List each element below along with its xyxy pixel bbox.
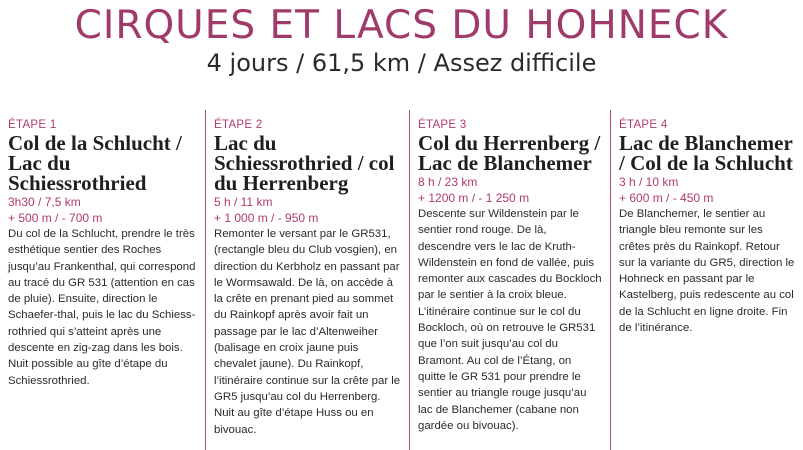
- stage-elevation: + 1200 m / - 1 250 m: [418, 191, 530, 205]
- stage-label: ÉTAPE 3: [418, 119, 467, 131]
- stage-text: Du col de la Schlucht, prendre le très esthétique sentier des Roches jusqu’au Frankenthal, qui correspond au tracé du GR 531 (attention en cas de pluie). Ensuite, direction le Schaefer-thal, puis le lac du Schiess-rothried qui s’atteint après une descente en zig-zag dans les bois. Nuit possible au gîte d’étape du Schiessrothried.: [8, 228, 196, 387]
- stage-duration: 5 h / 11 km: [214, 195, 273, 209]
- stage-label: ÉTAPE 2: [214, 119, 263, 131]
- stage-title: Col de la Schlucht / Lac du Schiessrothried: [8, 131, 182, 195]
- stage-label: ÉTAPE 1: [8, 119, 57, 131]
- page-subtitle: 4 jours / 61,5 km / Assez difficile: [206, 49, 597, 77]
- stage-duration: 3h30 / 7,5 km: [8, 195, 81, 209]
- stage-column-4: [610, 110, 796, 450]
- stage-duration: 8 h / 23 km: [418, 175, 478, 189]
- stage-text: De Blanchemer, le sentier au triangle bleu remonte sur les crêtes près du Rainkopf. Retour sur la variante du GR5, direction le Hohneck en passant par le Kastelberg, puis redescente au col de la Schlucht en ligne droite. Fin de l’itinérance.: [619, 208, 795, 335]
- stage-title: Lac du Schiessrothried / col du Herrenberg: [214, 131, 395, 195]
- stage-title: Lac de Blanchemer / Col de la Schlucht: [619, 131, 793, 175]
- stage-text: Descente sur Wildenstein par le sentier rond rouge. De là, descendre vers le lac de Kruth-Wildenstein en fond de vallée, puis remonter aux cascades du Bockloch par le sentier à la croix bleue. L’itinéraire continue sur le col du Bockloch, où on retrouve le GR531 que l’on suit jusqu’au col du Bramont. Au col de l’Étang, on quitte le GR 531 pour prendre le sentier au triangle rouge jusqu’au lac de Blanchemer (cabane non gardée ou bivouac).: [418, 208, 602, 432]
- stage-text: Remonter le versant par le GR531, (rectangle bleu du Club vosgien), en direction du Kerbholz en passant par le Wormsawald. De là, on accède à la crête en prenant pied au sommet du Rainkopf après avoir fait un passage par le lac d’Altenweiher (balisage en croix jaune puis chevalet jaune). Du Rainkopf, l’itinéraire continue sur la crête par le GR5 jusqu’au col du Herrenberg. Nuit au gîte d’étape Huss ou en bivouac.: [214, 228, 401, 436]
- stage-label: ÉTAPE 4: [619, 119, 668, 131]
- stage-title: Col du Herrenberg / Lac de Blanchemer: [418, 131, 601, 175]
- stage-column-3: [409, 110, 602, 450]
- stage-column-1: [8, 110, 198, 450]
- stage-elevation: + 1 000 m / - 950 m: [214, 211, 319, 225]
- stage-elevation: + 500 m / - 700 m: [8, 211, 103, 225]
- stage-elevation: + 600 m / - 450 m: [619, 191, 714, 205]
- stage-column-2: [205, 110, 401, 450]
- stage-duration: 3 h / 10 km: [619, 175, 679, 189]
- page-title: CIRQUES ET LACS DU HOHNECK: [74, 3, 729, 48]
